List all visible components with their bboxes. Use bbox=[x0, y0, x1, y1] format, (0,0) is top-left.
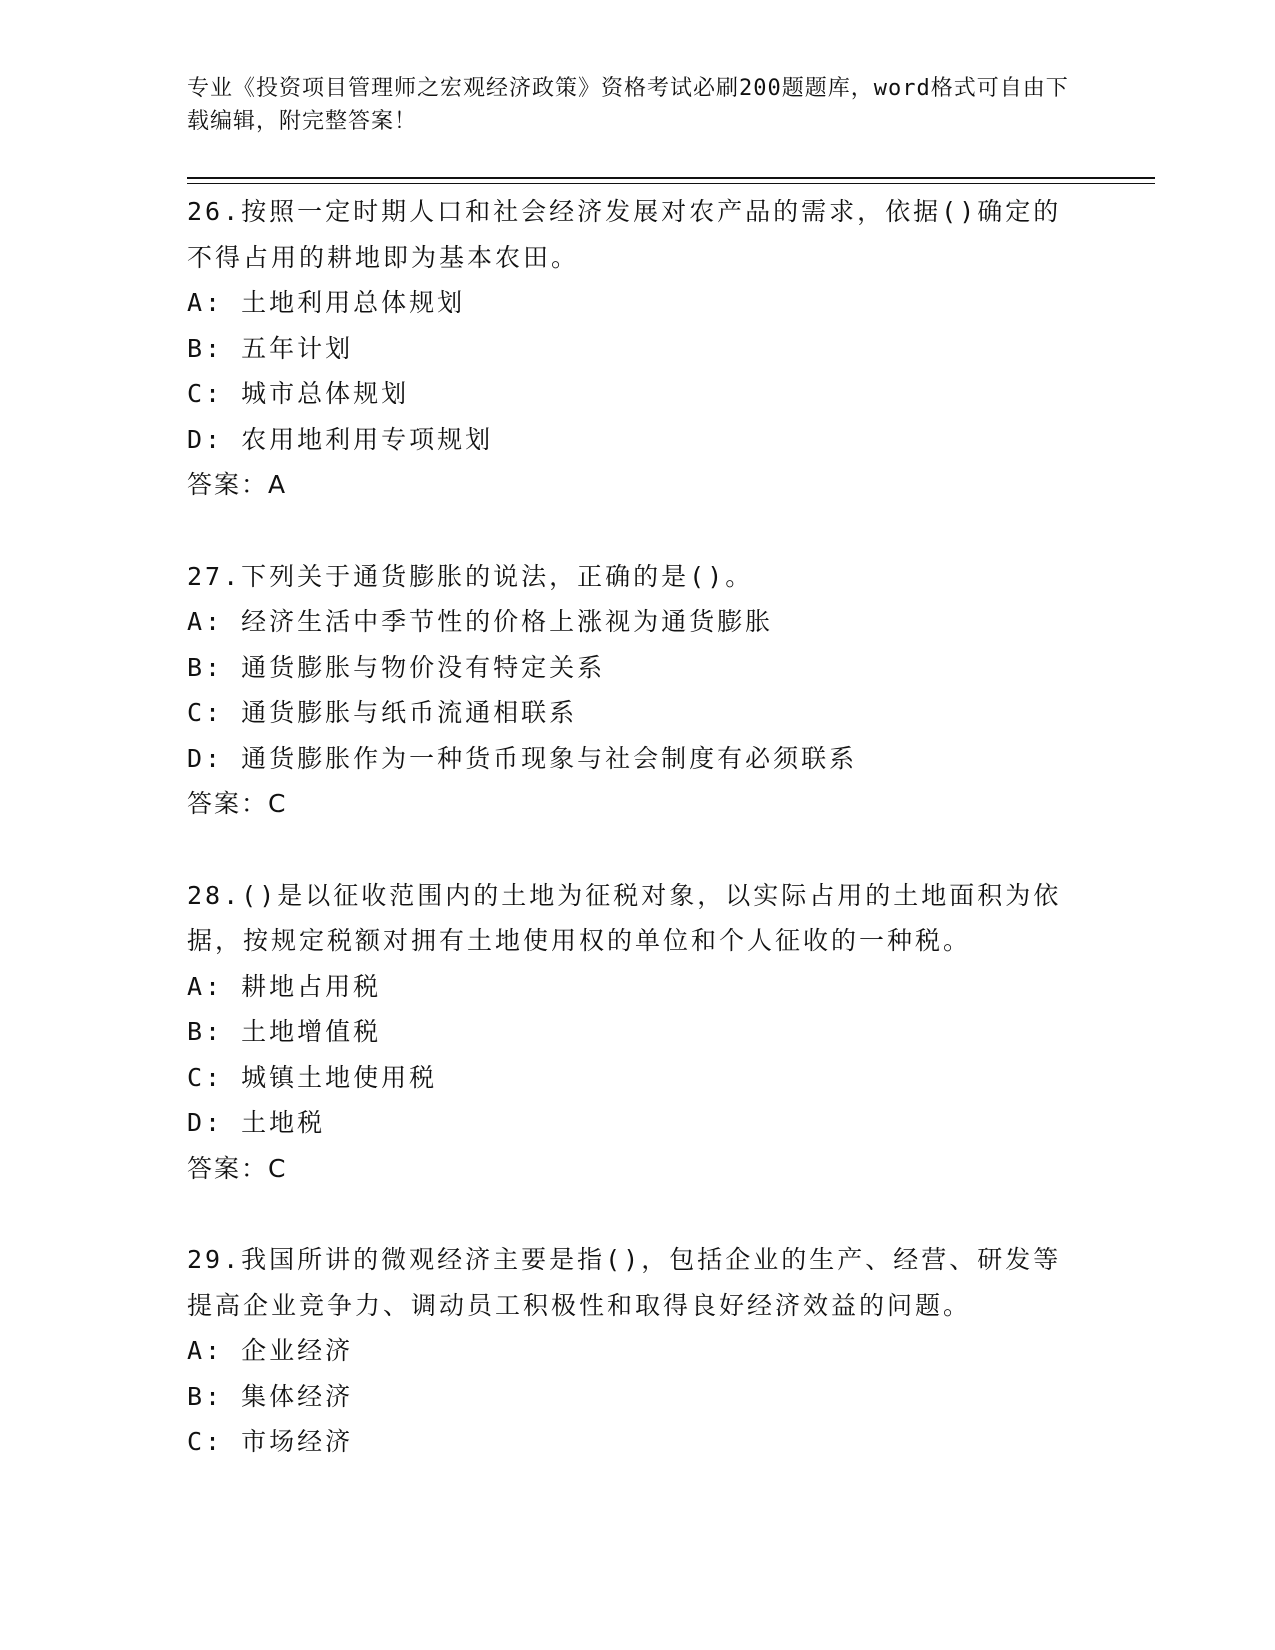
option-a: A: 企业经济 bbox=[187, 1336, 354, 1365]
question-stem: 27.下列关于通货膨胀的说法，正确的是()。 bbox=[187, 561, 754, 591]
option-c: C: 通货膨胀与纸币流通相联系 bbox=[187, 698, 578, 727]
question-list bbox=[187, 189, 1087, 1465]
option-b: B: 集体经济 bbox=[187, 1381, 354, 1411]
option-b: B: 通货膨胀与物价没有特定关系 bbox=[187, 652, 606, 682]
option-a: A: 耕地占用税 bbox=[187, 971, 382, 1001]
page-header: 专业《投资项目管理师之宏观经济政策》资格考试必刷200题题库，word格式可自由下载编辑，附完整答案！ bbox=[187, 76, 1069, 134]
option-a: A: 土地利用总体规划 bbox=[187, 288, 466, 317]
question-26 bbox=[187, 189, 1087, 508]
question-29 bbox=[187, 1237, 1087, 1465]
question-27 bbox=[187, 554, 1087, 827]
option-b: B: 土地增值税 bbox=[187, 1017, 382, 1046]
header-divider-thick bbox=[187, 177, 1155, 179]
option-d: D: 农用地利用专项规划 bbox=[187, 424, 494, 454]
answer-line: 答案：C bbox=[187, 1153, 288, 1183]
question-stem: 26.按照一定时期人口和社会经济发展对农产品的需求，依据()确定的不得占用的耕地即为基本农田。 bbox=[187, 197, 1062, 272]
header-divider-thin bbox=[187, 183, 1155, 184]
option-a: A: 经济生活中季节性的价格上涨视为通货膨胀 bbox=[187, 607, 774, 636]
answer-line: 答案：C bbox=[187, 789, 288, 818]
option-b: B: 五年计划 bbox=[187, 333, 354, 363]
question-28 bbox=[187, 873, 1087, 1192]
option-d: D: 土地税 bbox=[187, 1108, 326, 1137]
answer-line: 答案：A bbox=[187, 470, 288, 499]
question-stem: 28.()是以征收范围内的土地为征税对象，以实际占用的土地面积为依据，按规定税额对拥有土地使用权的单位和个人征收的一种税。 bbox=[187, 880, 1062, 955]
option-c: C: 城镇土地使用税 bbox=[187, 1062, 438, 1092]
option-c: C: 市场经济 bbox=[187, 1427, 354, 1456]
option-c: C: 城市总体规划 bbox=[187, 379, 410, 408]
option-d: D: 通货膨胀作为一种货币现象与社会制度有必须联系 bbox=[187, 743, 858, 773]
question-stem: 29.我国所讲的微观经济主要是指()，包括企业的生产、经营、研发等提高企业竞争力、调动员工积极性和取得良好经济效益的问题。 bbox=[187, 1245, 1062, 1320]
